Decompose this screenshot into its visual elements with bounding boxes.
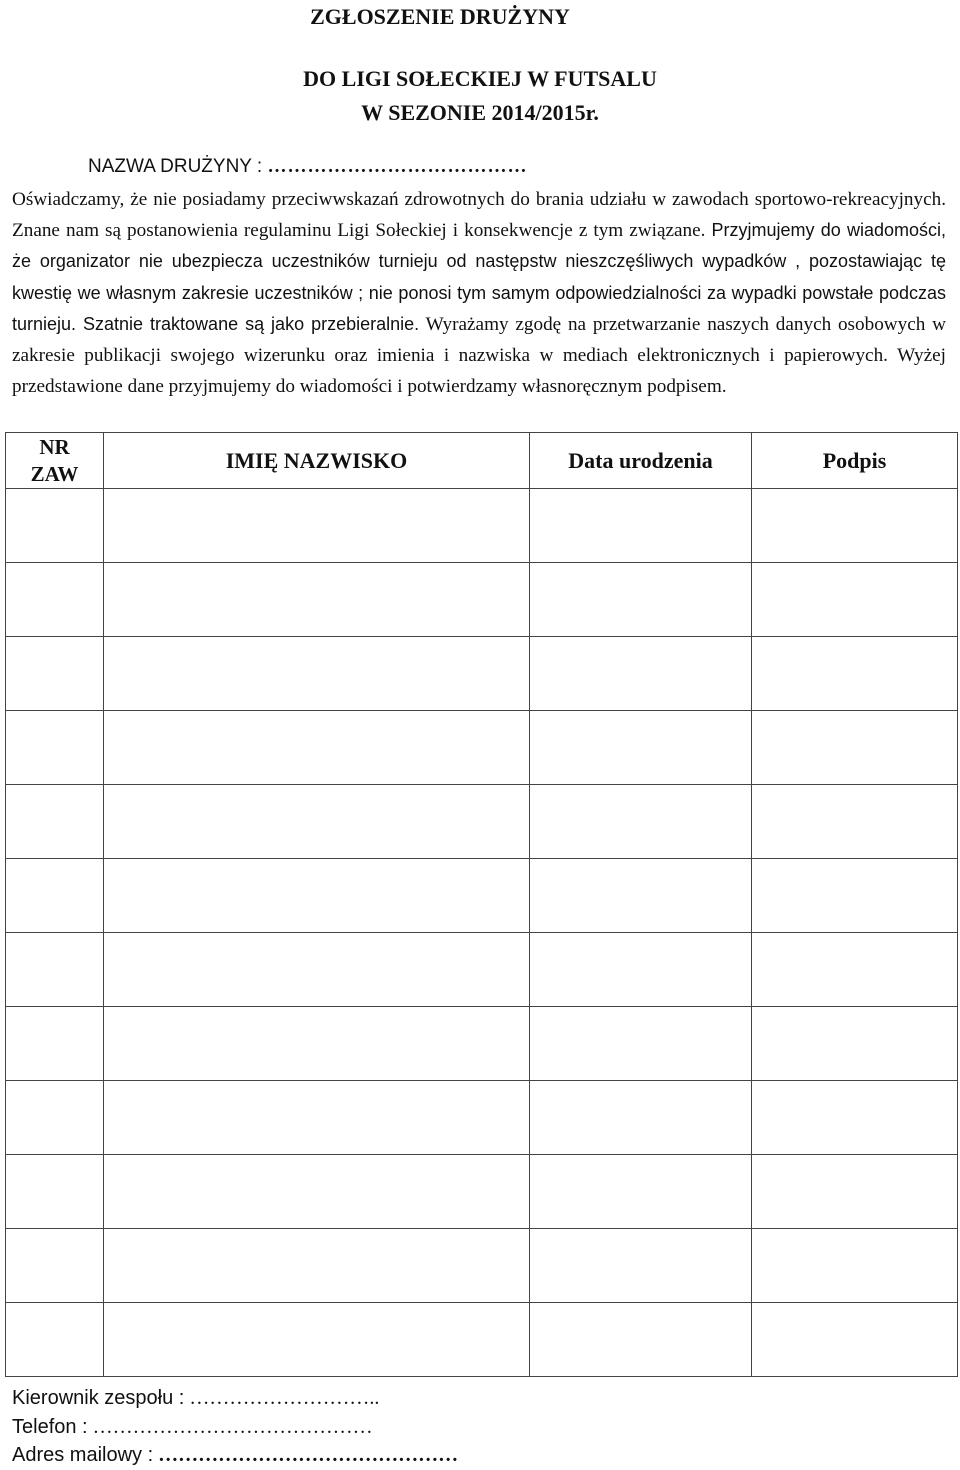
table-row <box>6 1229 958 1303</box>
team-name-field[interactable]: ………………………………… <box>267 156 528 177</box>
cell-nr[interactable] <box>6 1303 104 1377</box>
table-row <box>6 1007 958 1081</box>
cell-birthdate[interactable] <box>530 1081 752 1155</box>
cell-birthdate[interactable] <box>530 563 752 637</box>
cell-nr[interactable] <box>6 859 104 933</box>
cell-name[interactable] <box>104 785 530 859</box>
cell-birthdate[interactable] <box>530 1229 752 1303</box>
table-row <box>6 859 958 933</box>
cell-nr[interactable] <box>6 563 104 637</box>
cell-birthdate[interactable] <box>530 933 752 1007</box>
form-title: ZGŁOSZENIE DRUŻYNY <box>310 4 570 29</box>
table-row <box>6 933 958 1007</box>
table-row <box>6 563 958 637</box>
cell-nr[interactable] <box>6 711 104 785</box>
cell-nr[interactable] <box>6 489 104 563</box>
cell-signature[interactable] <box>752 711 958 785</box>
cell-name[interactable] <box>104 563 530 637</box>
col-header-signature: Podpis <box>752 433 958 489</box>
team-name-line <box>88 156 527 178</box>
phone-line <box>12 1413 458 1442</box>
cell-nr[interactable] <box>6 1007 104 1081</box>
declaration-rules: Znane nam są postanowienia regulaminu Ligi Sołeckiej i konsekwencje z tym związane. <box>12 220 706 242</box>
team-name-label: NAZWA DRUŻYNY : <box>88 156 263 177</box>
cell-nr[interactable] <box>6 637 104 711</box>
table-row <box>6 1155 958 1229</box>
col-header-nr-line2: ZAW <box>30 461 79 486</box>
table-row <box>6 637 958 711</box>
declaration-consent: Wyrażamy zgodę na przetwarzanie naszych danych osobowych w zakresie publikacji swojego wizerunku oraz imienia i nazwiska w mediach elektronicznych i papierowych. Wyżej przedstawione dane przyjmujemy do wiadomości i potwierdzamy własnoręcznym podpisem. <box>12 313 947 398</box>
manager-label: Kierownik zespołu : <box>12 1387 185 1409</box>
col-header-nr <box>6 433 104 489</box>
cell-signature[interactable] <box>752 1081 958 1155</box>
table-row <box>6 1303 958 1377</box>
declaration-insurance: Przyjmujemy do wiadomości, że organizator nie ubezpiecza uczestników turnieju od następstw nieszczęśliwych wypadków , pozostawiając tę kwestię we własnym zakresie uczestników ; nie ponosi tym samym odpowiedzialności za wypadki powstałe podczas turnieju. Szatnie traktowane są jako przebieralnie. <box>12 220 946 334</box>
cell-signature[interactable] <box>752 637 958 711</box>
cell-birthdate[interactable] <box>530 1155 752 1229</box>
table-row <box>6 489 958 563</box>
manager-line <box>12 1384 458 1413</box>
col-header-name: IMIĘ NAZWISKO <box>104 433 530 489</box>
manager-field[interactable]: ……………………….. <box>184 1387 380 1409</box>
cell-nr[interactable] <box>6 785 104 859</box>
cell-signature[interactable] <box>752 1303 958 1377</box>
footer-contact <box>12 1384 458 1470</box>
cell-name[interactable] <box>104 711 530 785</box>
cell-signature[interactable] <box>752 1007 958 1081</box>
cell-signature[interactable] <box>752 859 958 933</box>
cell-nr[interactable] <box>6 933 104 1007</box>
table-row <box>6 1081 958 1155</box>
cell-birthdate[interactable] <box>530 1007 752 1081</box>
players-table <box>5 432 958 1377</box>
cell-name[interactable] <box>104 1007 530 1081</box>
cell-nr[interactable] <box>6 1081 104 1155</box>
declaration-health: Oświadczamy, że nie posiadamy przeciwwskazań zdrowotnych do brania udziału w zawodach sportowo-rekreacyjnych. <box>12 189 946 210</box>
cell-name[interactable] <box>104 859 530 933</box>
cell-birthdate[interactable] <box>530 1303 752 1377</box>
cell-name[interactable] <box>104 489 530 563</box>
email-label: Adres mailowy : <box>12 1444 154 1466</box>
cell-signature[interactable] <box>752 933 958 1007</box>
table-row <box>6 785 958 859</box>
col-header-birthdate: Data urodzenia <box>530 433 752 489</box>
email-field[interactable]: ……………………………………… <box>153 1444 459 1466</box>
cell-signature[interactable] <box>752 1229 958 1303</box>
cell-signature[interactable] <box>752 785 958 859</box>
declaration-paragraph <box>12 184 946 402</box>
cell-name[interactable] <box>104 1081 530 1155</box>
phone-label: Telefon : <box>12 1415 88 1438</box>
table-row <box>6 711 958 785</box>
cell-name[interactable] <box>104 1229 530 1303</box>
cell-signature[interactable] <box>752 563 958 637</box>
col-header-nr-line1: NR <box>39 434 70 459</box>
cell-name[interactable] <box>104 1155 530 1229</box>
form-subtitle-league: DO LIGI SOŁECKIEJ W FUTSALU <box>303 66 657 91</box>
phone-field[interactable]: …………………………………… <box>87 1415 373 1438</box>
cell-birthdate[interactable] <box>530 637 752 711</box>
cell-birthdate[interactable] <box>530 489 752 563</box>
cell-birthdate[interactable] <box>530 711 752 785</box>
cell-name[interactable] <box>104 933 530 1007</box>
cell-signature[interactable] <box>752 1155 958 1229</box>
cell-nr[interactable] <box>6 1229 104 1303</box>
table-header-row <box>6 433 958 489</box>
form-subtitle-season: W SEZONIE 2014/2015r. <box>361 100 599 125</box>
cell-birthdate[interactable] <box>530 859 752 933</box>
cell-name[interactable] <box>104 637 530 711</box>
cell-signature[interactable] <box>752 489 958 563</box>
email-line <box>12 1441 458 1470</box>
cell-name[interactable] <box>104 1303 530 1377</box>
cell-birthdate[interactable] <box>530 785 752 859</box>
cell-nr[interactable] <box>6 1155 104 1229</box>
